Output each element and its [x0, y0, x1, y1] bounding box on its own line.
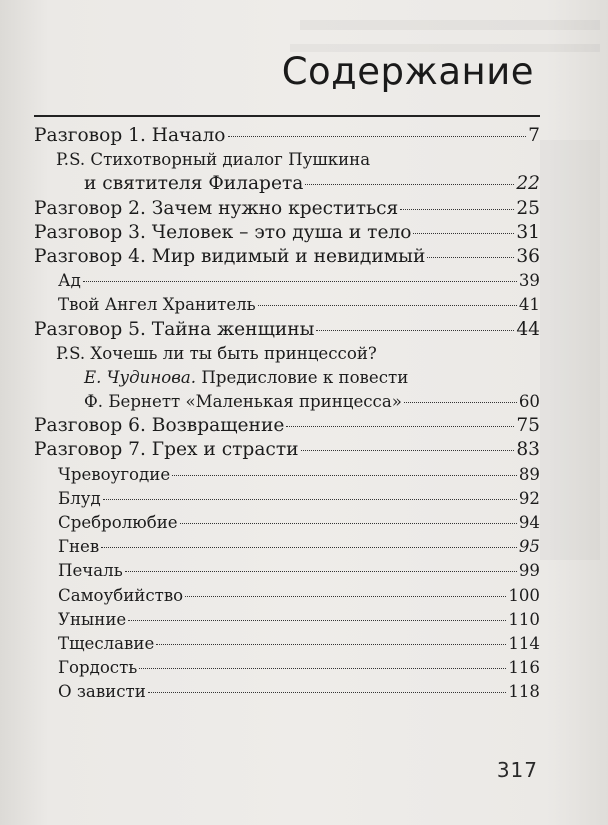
toc-entry: [34, 318, 540, 342]
toc-entry-label: Твой Ангел Хранитель: [58, 295, 256, 315]
dot-leader: [301, 450, 515, 451]
toc-entry-label: О зависти: [58, 682, 146, 702]
toc-entry-label: Разговор 3. Человек – это душа и тело: [34, 221, 412, 243]
toc-page-number: 39: [518, 271, 540, 291]
toc-entry: [34, 608, 540, 632]
toc-entry-label: Разговор 6. Возвращение: [34, 415, 285, 437]
dot-leader: [180, 523, 517, 524]
dot-leader: [125, 571, 517, 572]
dot-leader: [148, 692, 507, 693]
toc-page-number: 100: [508, 585, 540, 605]
toc-page-number: 22: [516, 173, 540, 195]
toc-entry: [34, 172, 540, 196]
dot-leader: [172, 475, 517, 476]
toc-entry: [34, 438, 540, 462]
toc-entry-label: P.S. Стихотворный диалог Пушкина: [56, 150, 371, 170]
toc-entry-label: Тщеславие: [58, 633, 155, 653]
toc-page-number: 60: [518, 392, 540, 412]
toc-page-number: 99: [518, 561, 540, 581]
toc-entry: [34, 414, 540, 438]
toc-entry: [34, 366, 540, 390]
toc-page-number: 83: [516, 439, 540, 461]
toc-entry-label: Ад: [58, 271, 81, 291]
toc-entry: [34, 680, 540, 704]
dot-leader: [413, 233, 514, 234]
toc-entry-label: Сребролюбие: [58, 513, 178, 532]
toc-entry-label: Чревоугодие: [58, 464, 171, 484]
toc-entry-label: Уныние: [58, 609, 127, 629]
toc-page-number: 36: [516, 245, 540, 267]
dot-leader: [258, 305, 517, 306]
toc-page-number: 114: [508, 633, 540, 653]
toc-entry: [34, 148, 540, 172]
toc-page-number: 89: [518, 464, 540, 484]
toc-entry-label: Разговор 7. Грех и страсти: [34, 439, 299, 461]
toc-entry: [34, 269, 540, 293]
toc-entry-label: Ф. Бернетт «Маленькая принцесса»: [84, 392, 402, 412]
toc-entry-label: Гнев: [58, 537, 100, 557]
toc-entry-label: [84, 366, 408, 390]
toc-page-number: 7: [528, 125, 540, 146]
toc-entry: [34, 245, 540, 269]
dot-leader: [404, 402, 517, 403]
toc-entry: [34, 487, 540, 511]
toc-entry-title: Предисловие к повести: [196, 367, 409, 387]
toc-entry: [34, 632, 540, 656]
table-of-contents: [34, 124, 540, 705]
dot-leader: [185, 596, 506, 597]
toc-entry: [34, 584, 540, 608]
toc-entry: [34, 342, 540, 366]
toc-entry-label: Самоубийство: [58, 585, 184, 605]
dot-leader: [427, 257, 514, 258]
toc-entry: [34, 535, 540, 559]
toc-page-number: 31: [516, 221, 540, 243]
dot-leader: [286, 426, 514, 427]
toc-entry-label: Разговор 1. Начало: [34, 125, 226, 146]
bleed-through-shading: [540, 140, 600, 560]
toc-entry-label: Разговор 4. Мир видимый и невидимый: [34, 245, 426, 267]
toc-page-number: 95: [518, 537, 540, 557]
toc-entry: [34, 511, 540, 535]
toc-entry-label: P.S. Хочешь ли ты быть принцессой?: [56, 343, 377, 363]
toc-page-number: 44: [516, 318, 540, 340]
toc-page-number: 118: [508, 682, 540, 702]
toc-entry: [34, 390, 540, 414]
toc-page-number: 41: [518, 295, 540, 315]
dot-leader: [103, 499, 517, 500]
toc-entry: [34, 293, 540, 317]
toc-entry-label: Разговор 5. Тайна женщины: [34, 318, 315, 340]
dot-leader: [139, 668, 506, 669]
page-title: Содержание: [281, 50, 534, 93]
toc-entry-label: Печаль: [58, 561, 123, 581]
toc-entry-label: Блуд: [58, 488, 101, 508]
toc-page-number: 75: [516, 415, 540, 437]
dot-leader: [316, 330, 514, 331]
dot-leader: [305, 184, 514, 185]
toc-entry: [34, 656, 540, 680]
toc-page-number: 116: [508, 658, 540, 678]
dot-leader: [128, 620, 506, 621]
toc-page-number: 110: [508, 609, 540, 629]
dot-leader: [156, 644, 506, 645]
toc-page-number: 25: [516, 197, 540, 219]
toc-entry-label: Разговор 2. Зачем нужно креститься: [34, 197, 399, 219]
toc-entry: [34, 463, 540, 487]
toc-page-number: 92: [518, 488, 540, 508]
toc-entry-label: и святителя Филарета: [84, 173, 304, 195]
title-divider: [34, 115, 540, 117]
toc-page-number: 94: [518, 513, 540, 532]
dot-leader: [400, 209, 514, 210]
bleed-through-shading: [300, 20, 600, 30]
toc-entry-author: Е. Чудинова.: [84, 367, 197, 387]
toc-entry-label: Гордость: [58, 658, 138, 678]
toc-entry: [34, 197, 540, 221]
toc-entry: [34, 221, 540, 245]
page-number: 317: [496, 758, 538, 782]
toc-entry: [34, 559, 540, 583]
dot-leader: [101, 547, 517, 548]
dot-leader: [228, 136, 527, 137]
dot-leader: [83, 281, 517, 282]
toc-entry: [34, 124, 540, 148]
